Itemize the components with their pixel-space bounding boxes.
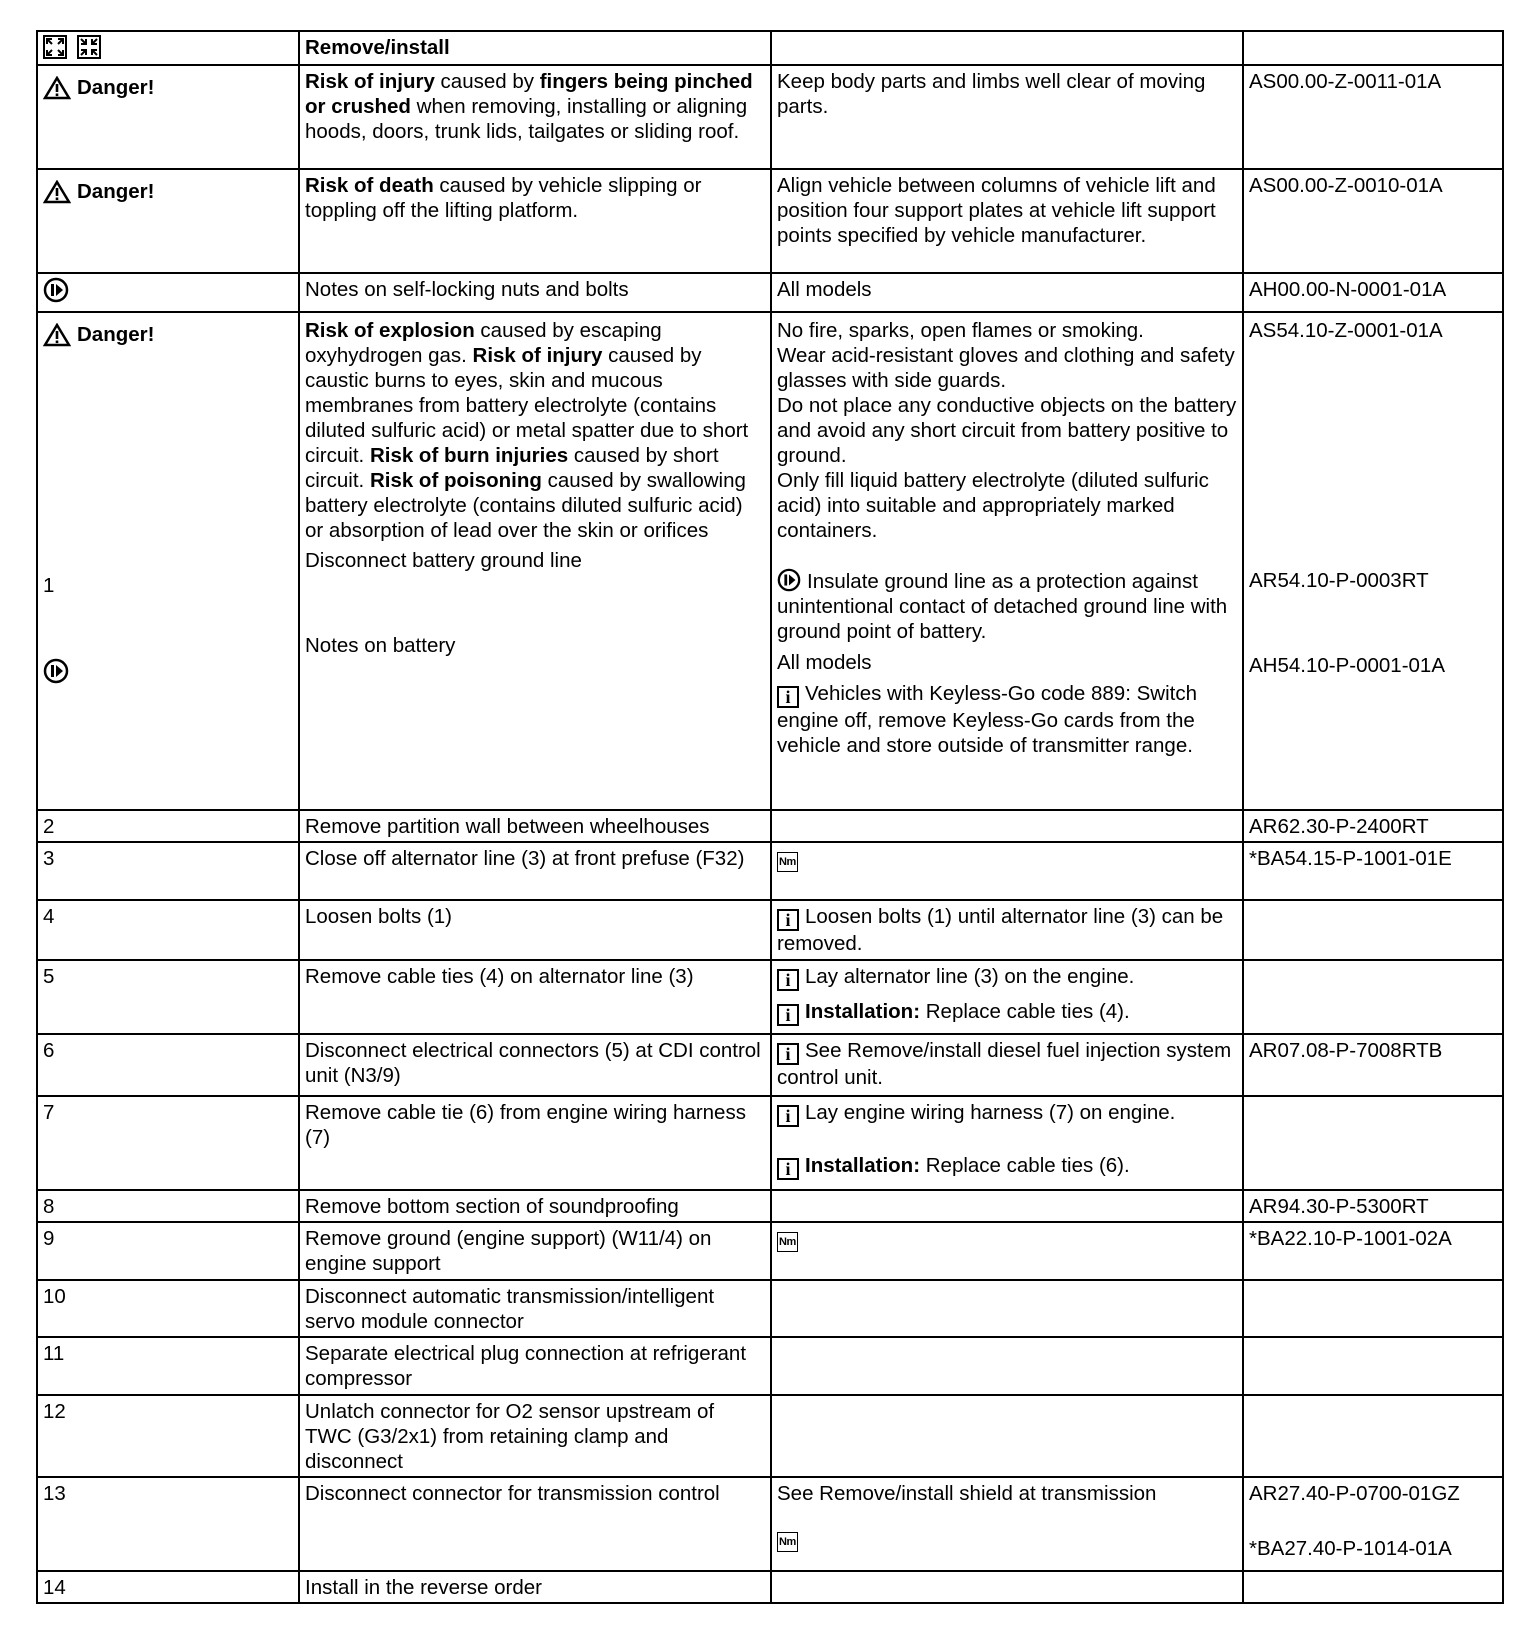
info-icon: i [777, 909, 799, 931]
reference-link[interactable]: AR62.30-P-2400RT [1243, 810, 1503, 842]
step-number: 1 [43, 573, 55, 597]
step-description: Remove cable tie (6) from engine wiring harness (7) [299, 1096, 771, 1190]
danger-label: Danger! [77, 180, 155, 203]
step-number: 10 [37, 1280, 299, 1337]
reference-link[interactable]: *BA27.40-P-1014-01A [1249, 1537, 1452, 1560]
table-row [37, 1280, 1503, 1337]
step-description: Remove partition wall between wheelhouses [299, 810, 771, 842]
step-number: 3 [37, 842, 299, 900]
table-row [37, 1477, 1503, 1571]
step-note: Loosen bolts (1) until alternator line (3) can be removed. [777, 905, 1224, 955]
danger-row [37, 169, 1503, 273]
danger-cell [37, 65, 299, 169]
table-row [37, 842, 1503, 900]
reference-link[interactable]: AR94.30-P-5300RT [1243, 1190, 1503, 1222]
notes-icon [43, 658, 69, 684]
notes-title: Notes on battery [305, 634, 456, 657]
header-icons-cell [37, 31, 299, 65]
note-cell: All models [771, 273, 1243, 312]
danger-cell [37, 169, 299, 273]
torque-icon[interactable]: Nm [777, 1232, 798, 1252]
warning-icon [43, 76, 71, 100]
step-number: 7 [37, 1096, 299, 1190]
step-description: Disconnect battery ground line [305, 549, 582, 572]
note-row [37, 273, 1503, 312]
step-number: 11 [37, 1337, 299, 1395]
torque-icon[interactable]: Nm [777, 1532, 798, 1552]
step-note: See Remove/install shield at transmission [777, 1482, 1157, 1505]
info-icon: i [777, 1158, 799, 1180]
table-row [37, 1190, 1503, 1222]
table-header-row [37, 31, 1503, 65]
step-number: 14 [37, 1571, 299, 1603]
step-description: Remove ground (engine support) (W11/4) on engine support [299, 1222, 771, 1280]
step-note: Insulate ground line as a protection against unintentional contact of detached ground line with ground point of battery. [777, 570, 1228, 643]
notes-icon [43, 277, 69, 303]
step-description: Remove cable ties (4) on alternator line (3) [299, 960, 771, 1034]
note-cell: Keep body parts and limbs well clear of moving parts. [771, 65, 1243, 169]
step-number: 12 [37, 1395, 299, 1477]
step-note: Lay alternator line (3) on the engine. [805, 965, 1135, 988]
reference-link[interactable]: AS54.10-Z-0001-01A [1249, 319, 1443, 342]
step-number: 5 [37, 960, 299, 1034]
procedure-table [36, 30, 1504, 1604]
step-description: Close off alternator line (3) at front prefuse (F32) [299, 842, 771, 900]
remove-icon [43, 35, 67, 59]
danger-note: Only fill liquid battery electrolyte (diluted sulfuric acid) into suitable and appropriately marked containers. [777, 469, 1209, 542]
table-row [37, 1571, 1503, 1603]
step-note: See Remove/install diesel fuel injection system control unit. [777, 1039, 1232, 1089]
table-row [37, 1034, 1503, 1096]
table-row: 7 Remove cable tie (6) from engine wiring harness (7) i Lay engine wiring harness (7) on engine. i Installation: Replace cable ties (6). [37, 1096, 1503, 1190]
danger-description: Risk of explosion caused by escaping oxyhydrogen gas. Risk of injury caused by caustic burns to eyes, skin and mucous membranes from battery electrolyte (contains diluted sulfuric acid) or metal spatter due to short circuit. Risk of burn injuries caused by short circuit. Risk of poisoning caused by swallowing battery electrolyte (contains diluted sulfuric acid) or absorption of lead over the skin or orifices [305, 319, 749, 542]
table-row [37, 900, 1503, 960]
step-description: Disconnect electrical connectors (5) at CDI control unit (N3/9) [299, 1034, 771, 1096]
install-icon [77, 35, 101, 59]
description-cell: Risk of injury caused by fingers being pinched or crushed when removing, installing or aligning hoods, doors, trunk lids, tailgates or sliding roof. [299, 65, 771, 169]
step-number: 8 [37, 1190, 299, 1222]
reference-link[interactable]: AH00.00-N-0001-01A [1243, 273, 1503, 312]
reference-link[interactable]: AR07.08-P-7008RTB [1243, 1034, 1503, 1096]
reference-link[interactable]: AH54.10-P-0001-01A [1249, 654, 1446, 677]
info-icon: i [777, 1043, 799, 1065]
step-number: 2 [37, 810, 299, 842]
warning-icon [43, 323, 71, 347]
danger-cell [37, 312, 299, 810]
info-icon: i [777, 1105, 799, 1127]
notes-icon [777, 568, 801, 592]
danger-label: Danger! [77, 76, 155, 99]
reference-link[interactable]: *BA22.10-P-1001-02A [1243, 1222, 1503, 1280]
step-description: Install in the reverse order [299, 1571, 771, 1603]
note-cell: Align vehicle between columns of vehicle lift and position four support plates at vehicle lift support points specified by vehicle manufacturer. [771, 169, 1243, 273]
reference-link[interactable]: AS00.00-Z-0011-01A [1243, 65, 1503, 169]
notes-model: All models [777, 651, 872, 674]
table-row [37, 1222, 1503, 1280]
keyless-note: i Vehicles with Keyless-Go code 889: Switch engine off, remove Keyless-Go cards from the vehicle and store outside of transmitter range. [777, 682, 1197, 757]
step-description: Unlatch connector for O2 sensor upstream of TWC (G3/2x1) from retaining clamp and disconnect [299, 1395, 771, 1477]
torque-icon[interactable]: Nm [777, 852, 798, 872]
step-number: 13 [37, 1477, 299, 1571]
danger-label: Danger! [77, 323, 155, 346]
step-description: Loosen bolts (1) [299, 900, 771, 960]
danger-note: Do not place any conductive objects on the battery and avoid any short circuit from battery positive to ground. [777, 394, 1237, 467]
reference-link[interactable]: AS00.00-Z-0010-01A [1243, 169, 1503, 273]
reference-link[interactable]: AR54.10-P-0003RT [1249, 569, 1429, 592]
step-number: 6 [37, 1034, 299, 1096]
reference-link[interactable]: AR27.40-P-0700-01GZ [1249, 1482, 1460, 1505]
description-cell: Notes on self-locking nuts and bolts [299, 273, 771, 312]
danger-note: No fire, sparks, open flames or smoking. [777, 319, 1144, 342]
info-icon: i [777, 1004, 799, 1026]
info-icon: i [777, 686, 799, 708]
table-row [37, 810, 1503, 842]
reference-link[interactable]: *BA54.15-P-1001-01E [1243, 842, 1503, 900]
battery-section-row [37, 312, 1503, 810]
danger-row [37, 65, 1503, 169]
warning-icon [43, 180, 71, 204]
table-row [37, 1337, 1503, 1395]
header-title: Remove/install [299, 31, 771, 65]
table-row [37, 1395, 1503, 1477]
table-row: 5 Remove cable ties (4) on alternator line (3) i Lay alternator line (3) on the engine. i Installation: Replace cable ties (4). [37, 960, 1503, 1034]
step-description: Separate electrical plug connection at refrigerant compressor [299, 1337, 771, 1395]
step-description: Disconnect automatic transmission/intelligent servo module connector [299, 1280, 771, 1337]
danger-note: Wear acid-resistant gloves and clothing and safety glasses with side guards. [777, 344, 1235, 392]
step-description: Remove bottom section of soundproofing [299, 1190, 771, 1222]
description-cell: Risk of death caused by vehicle slipping or toppling off the lifting platform. [299, 169, 771, 273]
step-note: Lay engine wiring harness (7) on engine. [805, 1101, 1176, 1124]
info-icon: i [777, 969, 799, 991]
step-number: 4 [37, 900, 299, 960]
step-number: 9 [37, 1222, 299, 1280]
step-description: Disconnect connector for transmission control [299, 1477, 771, 1571]
